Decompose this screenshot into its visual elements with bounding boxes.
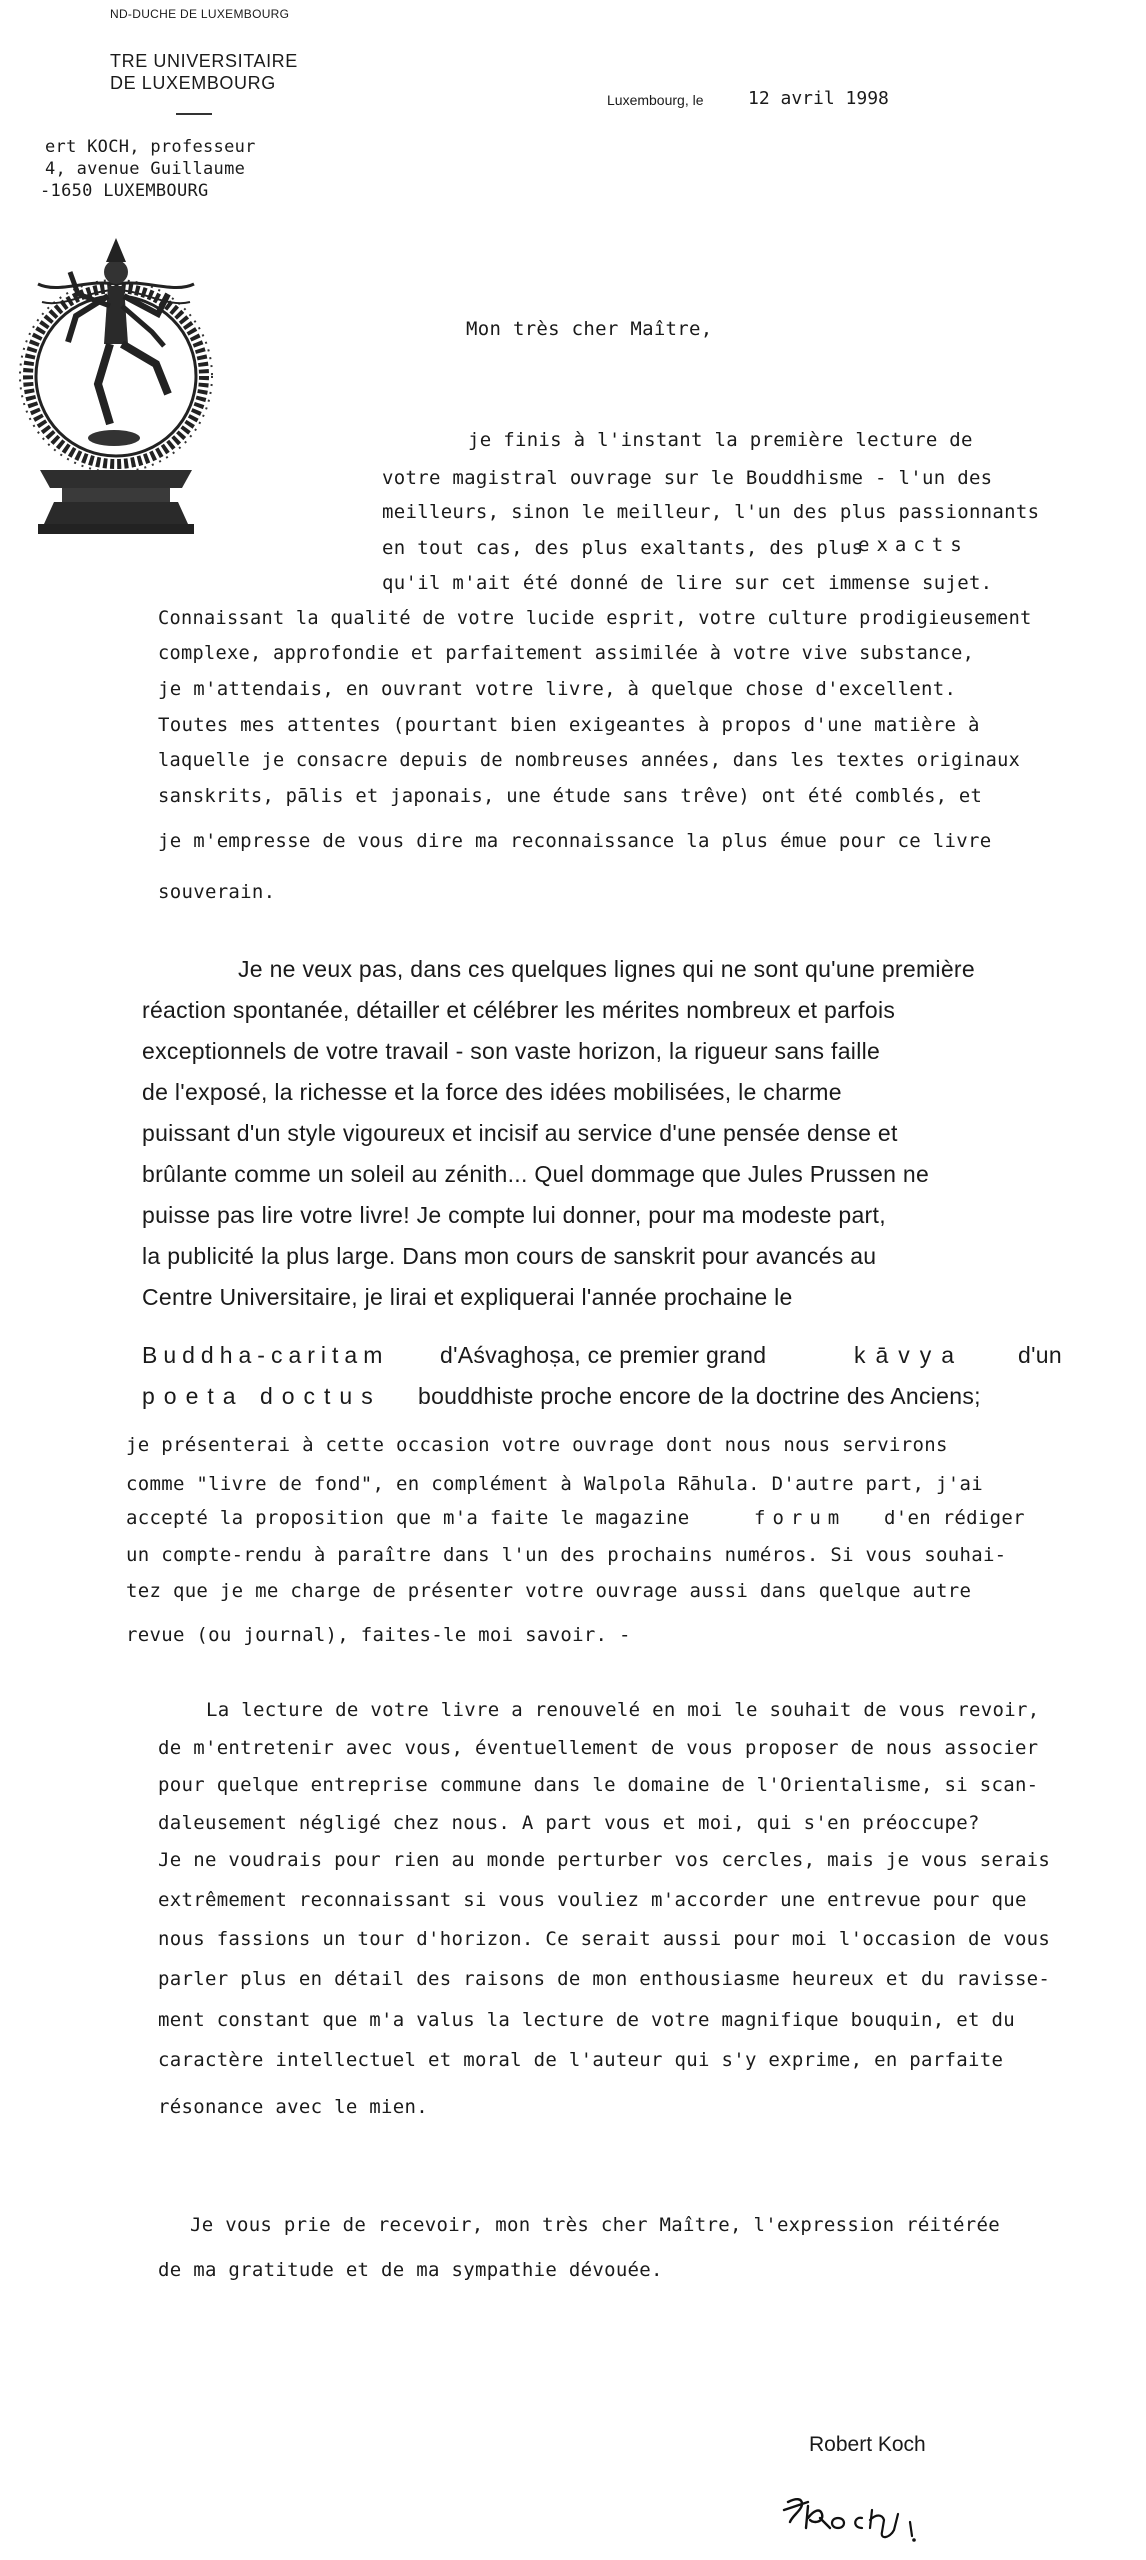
text-line: je finis à l'instant la première lecture de xyxy=(468,429,973,451)
text-line: puissant d'un style vigoureux et incisif au service d'une pensée dense et xyxy=(142,1120,898,1146)
text-line: Je vous prie de recevoir, mon très cher Maître, l'expression réitérée xyxy=(190,2214,1000,2236)
sender-street: 4, avenue Guillaume xyxy=(45,159,246,179)
text-line: souverain. xyxy=(158,881,276,903)
text-line: de m'entretenir avec vous, éventuellement de vous proposer de nous associer xyxy=(158,1737,1039,1759)
country-label: ND-DUCHE DE LUXEMBOURG xyxy=(110,7,290,21)
text-line: Centre Universitaire, je lirai et expliquerai l'année prochaine le xyxy=(142,1284,793,1310)
text-line: extrêmement reconnaissant si vous vouliez m'accorder une entrevue pour que xyxy=(158,1889,1027,1911)
text-line: daleusement négligé chez nous. A part vous et moi, qui s'en préoccupe? xyxy=(158,1812,980,1834)
text-line: brûlante comme un soleil au zénith... Quel dommage que Jules Prussen ne xyxy=(142,1161,930,1187)
text-line: Je ne voudrais pour rien au monde perturber vos cercles, mais je vous serais xyxy=(158,1849,1051,1871)
text-line: caractère intellectuel et moral de l'auteur qui s'y exprime, en parfaite xyxy=(158,2049,1004,2071)
text-line: votre magistral ouvrage sur le Bouddhisme - l'un des xyxy=(382,467,993,489)
text-line: sanskrits, pālis et japonais, une étude sans trêve) ont été comblés, et xyxy=(158,786,983,807)
text-line: pour quelque entreprise commune dans le domaine de l'Orientalisme, si scan- xyxy=(158,1774,1039,1796)
text-line: Toutes mes attentes (pourtant bien exigeantes à propos d'une matière à xyxy=(158,714,980,736)
text-line: revue (ou journal), faites-le moi savoir. - xyxy=(126,1624,631,1646)
signature-name: Robert Koch xyxy=(809,2433,926,2456)
text-line: qu'il m'ait été donné de lire sur cet immense sujet. xyxy=(382,572,993,594)
date-value: 12 avril 1998 xyxy=(748,88,889,109)
text-line: je m'empresse de vous dire ma reconnaissance la plus émue pour ce livre xyxy=(158,830,992,852)
salutation: Mon très cher Maître, xyxy=(466,318,713,340)
term-kavya: kāvya xyxy=(854,1342,965,1368)
text-line: en tout cas, des plus exaltants, des plus xyxy=(382,537,864,559)
term-poeta-doctus: poeta doctus xyxy=(142,1383,382,1409)
signature-scribble-icon xyxy=(780,2488,950,2544)
text-line: meilleurs, sinon le meilleur, l'un des plus passionnants xyxy=(382,501,1040,523)
text-line: ment constant que m'a valus la lecture de votre magnifique bouquin, et du xyxy=(158,2009,1015,2031)
text-line: résonance avec le mien. xyxy=(158,2096,428,2118)
institution-name-line2: DE LUXEMBOURG xyxy=(110,73,276,93)
text-line: d'un xyxy=(1018,1342,1062,1368)
sender-city: -1650 LUXEMBOURG xyxy=(40,181,209,201)
text-line: Connaissant la qualité de votre lucide esprit, votre culture prodigieusement xyxy=(158,608,1032,629)
text-line: complexe, approfondie et parfaitement assimilée à votre vive substance, xyxy=(158,643,975,664)
text-line: la publicité la plus large. Dans mon cours de sanskrit pour avancés au xyxy=(142,1243,877,1269)
text-line: bouddhiste proche encore de la doctrine des Anciens; xyxy=(418,1383,981,1409)
magazine-name-forum: forum xyxy=(754,1507,847,1529)
text-line: un compte-rendu à paraître dans l'un des prochains numéros. Si vous souhai- xyxy=(126,1544,1007,1566)
text-line: d'en rédiger xyxy=(884,1507,1025,1529)
text-line: de l'exposé, la richesse et la force des idées mobilisées, le charme xyxy=(142,1079,842,1105)
text-line: laquelle je consacre depuis de nombreuses années, dans les textes originaux xyxy=(158,750,1021,771)
sender-name: ert KOCH, professeur xyxy=(45,137,256,157)
letterhead-divider xyxy=(176,113,212,115)
text-line: comme "livre de fond", en complément à Walpola Rāhula. D'autre part, j'ai xyxy=(126,1473,983,1495)
text-line: je présenterai à cette occasion votre ouvrage dont nous nous servirons xyxy=(126,1434,948,1456)
text-line: je m'attendais, en ouvrant votre livre, à quelque chose d'excellent. xyxy=(158,678,957,700)
text-line: réaction spontanée, détailler et célébrer les mérites nombreux et parfois xyxy=(142,997,896,1023)
text-line: tez que je me charge de présenter votre ouvrage aussi dans quelque autre xyxy=(126,1580,972,1602)
text-line: nous fassions un tour d'horizon. Ce serait aussi pour moi l'occasion de vous xyxy=(158,1928,1051,1950)
date-label: Luxembourg, le xyxy=(607,92,704,108)
institution-name-line1: TRE UNIVERSITAIRE xyxy=(110,51,298,71)
text-line: de ma gratitude et de ma sympathie dévouée. xyxy=(158,2259,663,2281)
text-line: puisse pas lire votre livre! Je compte lui donner, pour ma modeste part, xyxy=(142,1202,886,1228)
text-line: parler plus en détail des raisons de mon enthousiasme heureux et du ravisse- xyxy=(158,1968,1051,1990)
text-line: exceptionnels de votre travail - son vaste horizon, la rigueur sans faille xyxy=(142,1038,881,1064)
title-buddha-caritam: Buddha-caritam xyxy=(142,1342,389,1368)
nataraja-logo xyxy=(18,224,214,546)
nataraja-shiva-icon xyxy=(18,224,214,546)
text-line: d'Aśvaghoṣa, ce premier grand xyxy=(440,1342,767,1368)
emphasized-word: exacts xyxy=(858,534,969,556)
text-line: La lecture de votre livre a renouvelé en moi le souhait de vous revoir, xyxy=(206,1699,1040,1721)
text-line: Je ne veux pas, dans ces quelques lignes qui ne sont qu'une première xyxy=(238,956,975,982)
handwritten-signature xyxy=(780,2488,950,2544)
text-line: accepté la proposition que m'a faite le magazine xyxy=(126,1507,690,1529)
